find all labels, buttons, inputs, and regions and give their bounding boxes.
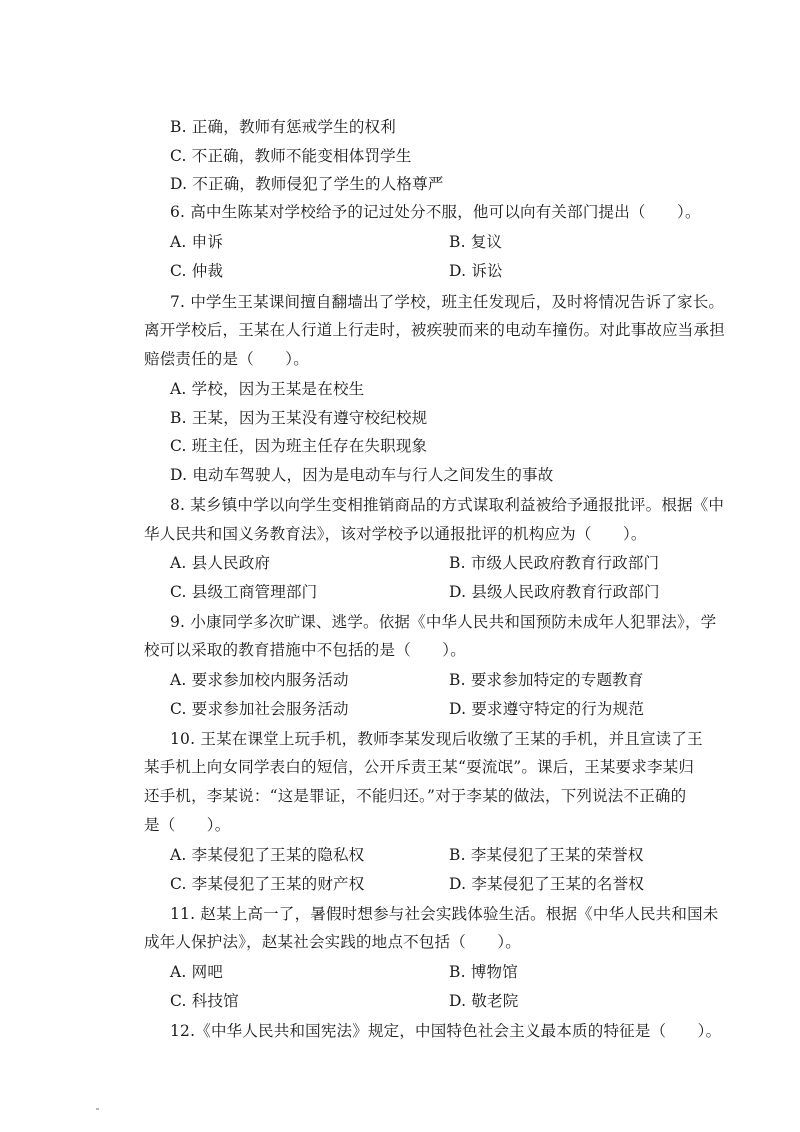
q8-option-a: A. 县人民政府 [170,554,271,572]
q6-stem: 6. 高中生陈某对学校给予的记过处分不服，他可以向有关部门提出（ ）。 [170,203,701,221]
q7-stem-line-3: 赔偿责任的是（ ）。 [144,350,309,368]
q10-option-c: C. 李某侵犯了王某的财产权 [170,875,365,893]
q6-option-d: D. 诉讼 [449,262,503,280]
q11-option-c: C. 科技馆 [170,992,239,1010]
q10-stem-line-2: 某手机上向女同学表白的短信，公开斥责王某“耍流氓”。课后，王某要求李某归 [144,758,695,776]
q9-option-b: B. 要求参加特定的专题教育 [449,671,644,689]
q8-stem-line-1: 8. 某乡镇中学以向学生变相推销商品的方式谋取利益被给予通报批评。根据《中 [170,496,725,514]
q9-option-c: C. 要求参加社会服务活动 [170,700,349,718]
q9-option-d: D. 要求遵守特定的行为规范 [449,700,645,718]
q10-option-a: A. 李某侵犯了王某的隐私权 [170,846,365,864]
q9-stem-line-1: 9. 小康同学多次旷课、逃学。依据《中华人民共和国预防未成年人犯罪法》，学 [170,613,717,631]
q5-option-b: B. 正确，教师有惩戒学生的权利 [170,118,396,136]
q10-stem-line-4: 是（ ）。 [144,816,231,834]
q6-option-b: B. 复议 [449,233,503,251]
q11-stem-line-2: 成年人保护法》，赵某社会实践的地点不包括（ ）。 [144,933,522,951]
q8-option-b: B. 市级人民政府教育行政部门 [449,554,660,572]
q9-option-a: A. 要求参加校内服务活动 [170,671,349,689]
q8-stem-line-2: 华人民共和国义务教育法》，该对学校予以通报批评的机构应为（ ）。 [144,525,647,543]
q10-option-b: B. 李某侵犯了王某的荣誉权 [449,846,644,864]
scan-speck [96,1108,99,1110]
q11-option-b: B. 博物馆 [449,963,518,981]
q6-option-a: A. 申诉 [170,233,224,251]
q8-option-d: D. 县级人民政府教育行政部门 [449,583,660,601]
q7-stem-line-1: 7. 中学生王某课间擅自翻墙出了学校，班主任发现后，及时将情况告诉了家长。 [170,293,725,311]
q8-option-c: C. 县级工商管理部门 [170,583,318,601]
q7-option-c: C. 班主任，因为班主任存在失职现象 [170,437,428,455]
q11-option-d: D. 敬老院 [449,992,519,1010]
q7-option-a: A. 学校，因为王某是在校生 [170,380,365,398]
q10-stem-line-3: 还手机，李某说：“这是罪证，不能归还。”对于李某的做法，下列说法不正确的 [144,787,687,805]
q7-stem-line-2: 离开学校后，王某在人行道上行走时，被疾驶而来的电动车撞伤。对此事故应当承担 [144,321,725,339]
q11-stem-line-1: 11. 赵某上高一了，暑假时想参与社会实践体验生活。根据《中华人民共和国未 [170,905,719,923]
q6-option-c: C. 仲裁 [170,262,224,280]
q5-option-c: C. 不正确，教师不能变相体罚学生 [170,147,412,165]
q12-stem: 12.《中华人民共和国宪法》规定，中国特色社会主义最本质的特征是（ ）。 [170,1022,722,1040]
q7-option-d: D. 电动车驾驶人，因为是电动车与行人之间发生的事故 [170,466,554,484]
q10-stem-line-1: 10. 王某在课堂上玩手机，教师李某发现后收缴了王某的手机，并且宣读了王 [170,730,703,748]
q11-option-a: A. 网吧 [170,963,224,981]
q5-option-d: D. 不正确，教师侵犯了学生的人格尊严 [170,175,444,193]
q10-option-d: D. 李某侵犯了王某的名誉权 [449,875,645,893]
q9-stem-line-2: 校可以采取的教育措施中不包括的是（ ）。 [144,641,466,659]
q7-option-b: B. 王某，因为王某没有遵守校纪校规 [170,409,428,427]
